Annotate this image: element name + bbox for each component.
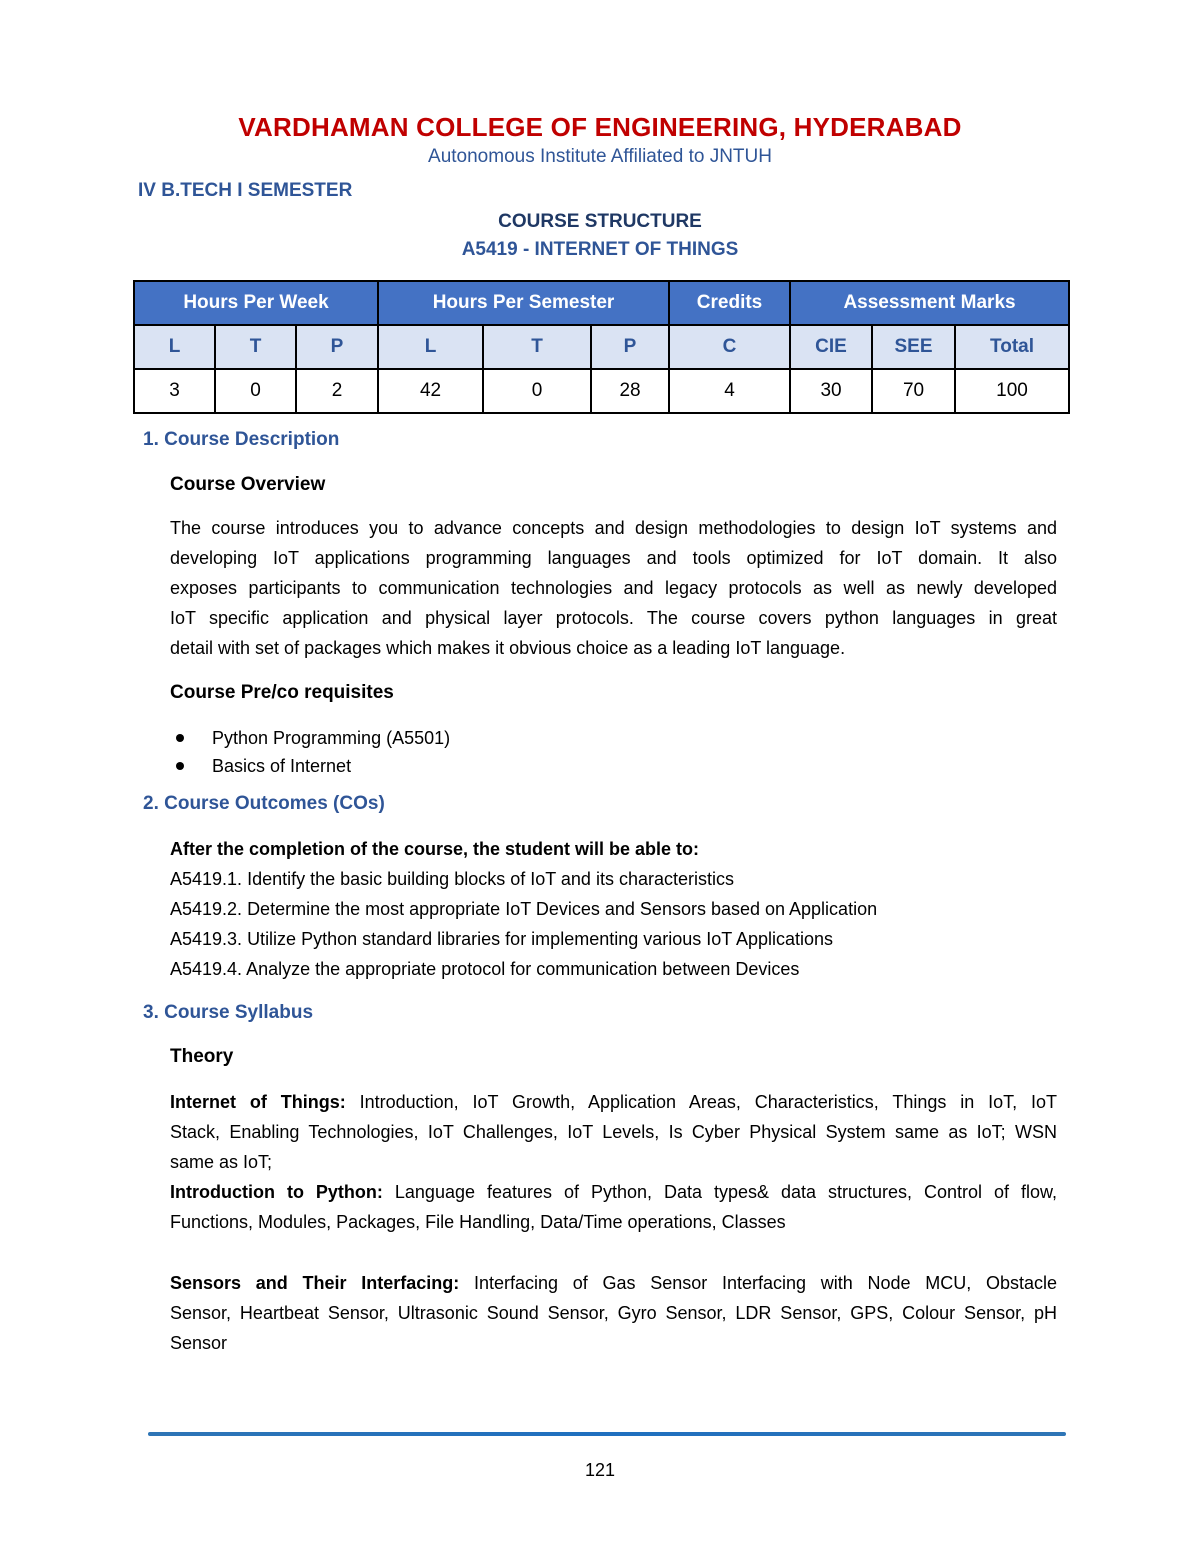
topic-label: Internet of Things:	[170, 1092, 346, 1112]
outcome-line: A5419.4. Analyze the appropriate protocol for communication between Devices	[170, 959, 800, 979]
topic-line: same as IoT;	[170, 1152, 273, 1172]
value-cell: 30	[790, 369, 872, 413]
value-cell: 100	[955, 369, 1069, 413]
syllabus-topic-iot	[170, 1087, 1057, 1177]
course-overview-paragraph	[170, 513, 1057, 663]
topic-line	[170, 1087, 1057, 1117]
course-overview-heading: Course Overview	[170, 474, 326, 495]
list-item	[170, 752, 450, 780]
topic-text: Introduction, IoT Growth, Application Areas, Characteristics, Things in IoT, IoT	[345, 1092, 1057, 1112]
topic-line: Sensor, Heartbeat Sensor, Ultrasonic Sound Sensor, Gyro Sensor, LDR Sensor, GPS, Colour Sensor, pH	[170, 1303, 1057, 1323]
topic-text: Language features of Python, Data types& data structures, Control of flow,	[382, 1182, 1057, 1202]
subheader-cell: P	[591, 325, 669, 369]
course-outcomes-list	[170, 834, 877, 984]
overview-line: IoT specific application and physical layer protocols. The course covers python languages in great	[170, 608, 1057, 628]
topic-label: Sensors and Their Interfacing:	[170, 1273, 460, 1293]
footer-divider	[148, 1432, 1066, 1436]
value-cell: 2	[296, 369, 378, 413]
topic-line	[170, 1268, 1057, 1298]
table-group-header-row	[134, 281, 1069, 325]
subheader-cell: P	[296, 325, 378, 369]
college-name: VARDHAMAN COLLEGE OF ENGINEERING, HYDERABAD	[238, 112, 962, 142]
syllabus-topic-sensors	[170, 1268, 1057, 1358]
group-assessment-marks: Assessment Marks	[790, 281, 1069, 325]
bullet-icon	[176, 734, 184, 742]
subheader-cell: Total	[955, 325, 1069, 369]
section-title-course-outcomes: 2. Course Outcomes (COs)	[143, 793, 385, 814]
subheader-cell: C	[669, 325, 790, 369]
outcome-line: A5419.3. Utilize Python standard libraries for implementing various IoT Applications	[170, 929, 834, 949]
value-cell: 28	[591, 369, 669, 413]
topic-label: Introduction to Python:	[170, 1182, 383, 1202]
overview-line: developing IoT applications programming languages and tools optimized for IoT domain. It also	[170, 548, 1057, 568]
prerequisite-text: Basics of Internet	[212, 755, 352, 776]
course-code-title: A5419 - INTERNET OF THINGS	[461, 239, 739, 260]
value-cell: 0	[483, 369, 591, 413]
theory-heading: Theory	[170, 1046, 234, 1067]
topic-line: Stack, Enabling Technologies, IoT Challenges, IoT Levels, Is Cyber Physical System same as IoT; WSN	[170, 1122, 1057, 1142]
subheader-cell: SEE	[872, 325, 955, 369]
subheader-cell: L	[134, 325, 215, 369]
overview-line: The course introduces you to advance concepts and design methodologies to design IoT systems and	[170, 518, 1057, 538]
subheader-cell: CIE	[790, 325, 872, 369]
page-number: 121	[584, 1460, 616, 1480]
value-cell: 3	[134, 369, 215, 413]
topic-line	[170, 1177, 1057, 1207]
overview-line: detail with set of packages which makes it obvious choice as a leading IoT language.	[170, 638, 846, 658]
prerequisites-heading: Course Pre/co requisites	[170, 682, 394, 703]
topic-line: Functions, Modules, Packages, File Handling, Data/Time operations, Classes	[170, 1212, 786, 1232]
semester-label: IV B.TECH I SEMESTER	[138, 180, 353, 201]
value-cell: 70	[872, 369, 955, 413]
table-value-row	[134, 369, 1069, 413]
subheader-cell: L	[378, 325, 483, 369]
group-hours-per-week: Hours Per Week	[134, 281, 378, 325]
list-item	[170, 724, 450, 752]
group-credits: Credits	[669, 281, 790, 325]
topic-text: Interfacing of Gas Sensor Interfacing with Node MCU, Obstacle	[459, 1273, 1057, 1293]
affiliation-line: Autonomous Institute Affiliated to JNTUH	[428, 146, 772, 167]
prerequisites-list	[170, 724, 450, 780]
section-title-course-syllabus: 3. Course Syllabus	[143, 1002, 314, 1023]
bullet-icon	[176, 762, 184, 770]
group-hours-per-semester: Hours Per Semester	[378, 281, 669, 325]
value-cell: 42	[378, 369, 483, 413]
overview-line: exposes participants to communication technologies and legacy protocols as well as newly developed	[170, 578, 1057, 598]
outcomes-intro: After the completion of the course, the student will be able to:	[170, 839, 700, 859]
value-cell: 4	[669, 369, 790, 413]
topic-line: Sensor	[170, 1333, 228, 1353]
subheader-cell: T	[483, 325, 591, 369]
course-structure-table	[133, 280, 1070, 414]
outcome-line: A5419.1. Identify the basic building blocks of IoT and its characteristics	[170, 869, 734, 889]
value-cell: 0	[215, 369, 296, 413]
outcome-line: A5419.2. Determine the most appropriate IoT Devices and Sensors based on Application	[170, 899, 878, 919]
section-title-course-description: 1. Course Description	[143, 429, 340, 450]
course-structure-title: COURSE STRUCTURE	[498, 211, 702, 232]
subheader-cell: T	[215, 325, 296, 369]
prerequisite-text: Python Programming (A5501)	[212, 727, 451, 748]
syllabus-topic-python	[170, 1177, 1057, 1237]
table-subheader-row	[134, 325, 1069, 369]
